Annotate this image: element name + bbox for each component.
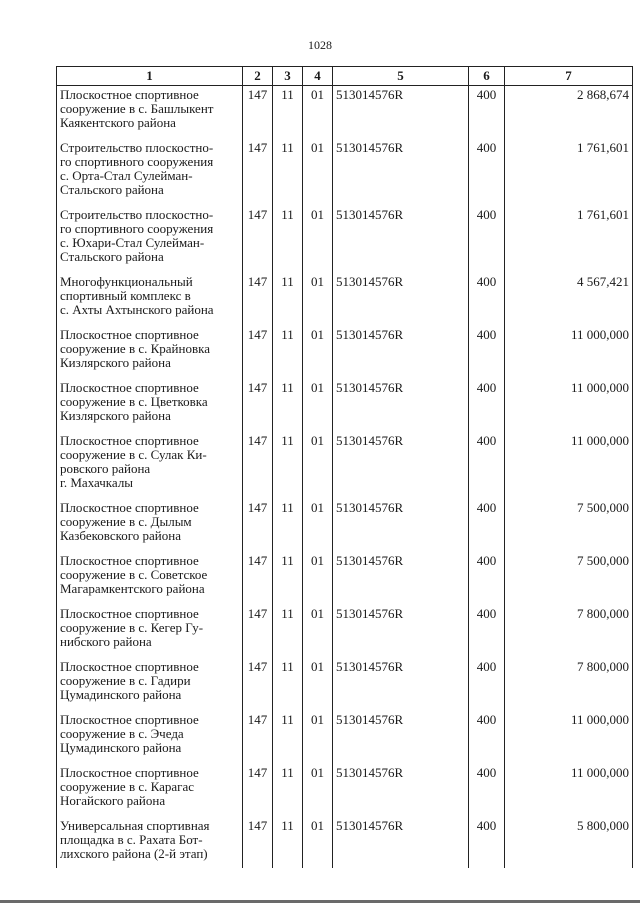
object-name-cell	[57, 711, 243, 764]
expense-type-cell: 400	[469, 86, 505, 140]
object-name-cell	[57, 273, 243, 326]
object-name-line: с. Ахты Ахтынского района	[60, 302, 214, 317]
expense-type-cell: 400	[469, 605, 505, 658]
object-name-line: Плоскостное спортивное	[60, 433, 199, 448]
object-name-line: Плоскостное спортивное	[60, 553, 199, 568]
section-code-cell: 147	[243, 499, 273, 552]
object-name-line: Плоскостное спортивное	[60, 659, 199, 674]
table-row	[57, 273, 633, 326]
object-name-cell	[57, 499, 243, 552]
section-code-cell: 147	[243, 326, 273, 379]
object-name-line: сооружение в с. Эчеда	[60, 726, 184, 741]
section-code-cell: 147	[243, 432, 273, 499]
header-col-4: 4	[303, 67, 333, 86]
amount-cell: 7 800,000	[505, 658, 633, 711]
object-name-line: го спортивного сооружения	[60, 221, 214, 236]
object-name-line: Плоскостное спортивное	[60, 765, 199, 780]
object-name-line: сооружение в с. Карагас	[60, 779, 195, 794]
subgroup-code-cell: 01	[303, 379, 333, 432]
header-row	[57, 67, 633, 86]
table-row	[57, 206, 633, 273]
object-name-line: ровского района	[60, 461, 151, 476]
object-name-line: сооружение в с. Сулак Ки-	[60, 447, 207, 462]
subsection-code-cell: 11	[273, 499, 303, 552]
expense-type-cell: 400	[469, 711, 505, 764]
amount-cell: 11 000,000	[505, 432, 633, 499]
object-name-line: Ногайского района	[60, 793, 166, 808]
object-name-cell	[57, 552, 243, 605]
section-code-cell: 147	[243, 605, 273, 658]
subgroup-code-cell: 01	[303, 658, 333, 711]
subgroup-code-cell: 01	[303, 86, 333, 140]
object-name-line: Плоскостное спортивное	[60, 327, 199, 342]
table-row	[57, 326, 633, 379]
target-article-cell: 513014576R	[333, 86, 469, 140]
expense-type-cell: 400	[469, 326, 505, 379]
section-code-cell: 147	[243, 86, 273, 140]
object-name-line: го спортивного сооружения	[60, 154, 214, 169]
table-row	[57, 86, 633, 140]
object-name-line: спортивный комплекс в	[60, 288, 191, 303]
amount-cell: 11 000,000	[505, 764, 633, 817]
target-article-cell: 513014576R	[333, 764, 469, 817]
object-name-line: Казбековского района	[60, 528, 181, 543]
amount-cell: 11 000,000	[505, 326, 633, 379]
table-row	[57, 499, 633, 552]
object-name-cell	[57, 764, 243, 817]
subgroup-code-cell: 01	[303, 206, 333, 273]
section-code-cell: 147	[243, 552, 273, 605]
object-name-cell	[57, 326, 243, 379]
section-code-cell: 147	[243, 764, 273, 817]
expense-type-cell: 400	[469, 764, 505, 817]
table-row	[57, 552, 633, 605]
object-name-line: Плоскостное спортивное	[60, 87, 199, 102]
amount-cell: 7 500,000	[505, 499, 633, 552]
expense-type-cell: 400	[469, 273, 505, 326]
table-row	[57, 432, 633, 499]
page-number: 1028	[308, 38, 332, 52]
object-name-line: Плоскостное спортивное	[60, 380, 199, 395]
subsection-code-cell: 11	[273, 552, 303, 605]
section-code-cell: 147	[243, 379, 273, 432]
subsection-code-cell: 11	[273, 139, 303, 206]
object-name-cell	[57, 432, 243, 499]
object-name-line: Магарамкентского района	[60, 581, 205, 596]
object-name-line: Строительство плоскостно-	[60, 140, 214, 155]
target-article-cell: 513014576R	[333, 605, 469, 658]
subsection-code-cell: 11	[273, 326, 303, 379]
subgroup-code-cell: 01	[303, 432, 333, 499]
expense-type-cell: 400	[469, 206, 505, 273]
subsection-code-cell: 11	[273, 86, 303, 140]
subgroup-code-cell: 01	[303, 273, 333, 326]
subsection-code-cell: 11	[273, 273, 303, 326]
header-col-1: 1	[57, 67, 243, 86]
object-name-line: Кизлярского района	[60, 355, 171, 370]
object-name-line: Плоскостное спортивное	[60, 712, 199, 727]
subgroup-code-cell: 01	[303, 326, 333, 379]
subsection-code-cell: 11	[273, 206, 303, 273]
subgroup-code-cell: 01	[303, 499, 333, 552]
amount-cell: 7 500,000	[505, 552, 633, 605]
object-name-line: Кизлярского района	[60, 408, 171, 423]
amount-cell: 2 868,674	[505, 86, 633, 140]
expense-type-cell: 400	[469, 499, 505, 552]
target-article-cell: 513014576R	[333, 817, 469, 868]
header-col-3: 3	[273, 67, 303, 86]
subsection-code-cell: 11	[273, 711, 303, 764]
target-article-cell: 513014576R	[333, 273, 469, 326]
expense-type-cell: 400	[469, 658, 505, 711]
object-name-line: сооружение в с. Советское	[60, 567, 208, 582]
object-name-cell	[57, 206, 243, 273]
header-col-7: 7	[505, 67, 633, 86]
object-name-line: Универсальная спортивная	[60, 818, 210, 833]
object-name-line: площадка в с. Рахата Бот-	[60, 832, 203, 847]
table-row	[57, 605, 633, 658]
object-name-line: с. Юхари-Стал Сулейман-	[60, 235, 205, 250]
section-code-cell: 147	[243, 817, 273, 868]
object-name-cell	[57, 379, 243, 432]
target-article-cell: 513014576R	[333, 206, 469, 273]
target-article-cell: 513014576R	[333, 379, 469, 432]
subsection-code-cell: 11	[273, 605, 303, 658]
object-name-line: сооружение в с. Гадири	[60, 673, 191, 688]
subsection-code-cell: 11	[273, 817, 303, 868]
target-article-cell: 513014576R	[333, 499, 469, 552]
subgroup-code-cell: 01	[303, 605, 333, 658]
target-article-cell: 513014576R	[333, 552, 469, 605]
section-code-cell: 147	[243, 658, 273, 711]
object-name-line: г. Махачкалы	[60, 475, 134, 490]
table-row	[57, 658, 633, 711]
amount-cell: 5 800,000	[505, 817, 633, 868]
amount-cell: 4 567,421	[505, 273, 633, 326]
object-name-cell	[57, 605, 243, 658]
subgroup-code-cell: 01	[303, 764, 333, 817]
target-article-cell: 513014576R	[333, 711, 469, 764]
object-name-line: Многофункциональный	[60, 274, 193, 289]
table-row	[57, 764, 633, 817]
expense-type-cell: 400	[469, 432, 505, 499]
subgroup-code-cell: 01	[303, 139, 333, 206]
subgroup-code-cell: 01	[303, 817, 333, 868]
object-name-cell	[57, 658, 243, 711]
header-col-5: 5	[333, 67, 469, 86]
target-article-cell: 513014576R	[333, 326, 469, 379]
header-col-2: 2	[243, 67, 273, 86]
table-body	[57, 86, 633, 869]
expense-type-cell: 400	[469, 817, 505, 868]
object-name-line: Стальского района	[60, 249, 164, 264]
object-name-line: Плоскостное спортивное	[60, 606, 199, 621]
table-row	[57, 711, 633, 764]
object-name-line: лихского района (2-й этап)	[60, 846, 208, 861]
object-name-line: сооружение в с. Башлыкент	[60, 101, 214, 116]
subgroup-code-cell: 01	[303, 711, 333, 764]
header-col-6: 6	[469, 67, 505, 86]
section-code-cell: 147	[243, 139, 273, 206]
amount-cell: 7 800,000	[505, 605, 633, 658]
target-article-cell: 513014576R	[333, 658, 469, 711]
object-name-line: сооружение в с. Дылым	[60, 514, 192, 529]
table-row	[57, 139, 633, 206]
object-name-line: с. Орта-Стал Сулейман-	[60, 168, 193, 183]
subsection-code-cell: 11	[273, 432, 303, 499]
object-name-line: Плоскостное спортивное	[60, 500, 199, 515]
subsection-code-cell: 11	[273, 658, 303, 711]
object-name-line: нибского района	[60, 634, 152, 649]
amount-cell: 1 761,601	[505, 139, 633, 206]
object-name-cell	[57, 817, 243, 868]
expense-type-cell: 400	[469, 552, 505, 605]
amount-cell: 1 761,601	[505, 206, 633, 273]
section-code-cell: 147	[243, 273, 273, 326]
target-article-cell: 513014576R	[333, 432, 469, 499]
object-name-line: сооружение в с. Кегер Гу-	[60, 620, 204, 635]
expense-type-cell: 400	[469, 139, 505, 206]
object-name-line: Каякентского района	[60, 115, 176, 130]
budget-table	[56, 66, 633, 868]
section-code-cell: 147	[243, 711, 273, 764]
subsection-code-cell: 11	[273, 764, 303, 817]
object-name-line: Стальского района	[60, 182, 164, 197]
amount-cell: 11 000,000	[505, 379, 633, 432]
object-name-line: Цумадинского района	[60, 687, 182, 702]
subsection-code-cell: 11	[273, 379, 303, 432]
table-row	[57, 817, 633, 868]
section-code-cell: 147	[243, 206, 273, 273]
object-name-cell	[57, 139, 243, 206]
object-name-line: сооружение в с. Цветковка	[60, 394, 208, 409]
subgroup-code-cell: 01	[303, 552, 333, 605]
object-name-line: Цумадинского района	[60, 740, 182, 755]
object-name-line: сооружение в с. Крайновка	[60, 341, 210, 356]
object-name-line: Строительство плоскостно-	[60, 207, 214, 222]
object-name-cell	[57, 86, 243, 140]
target-article-cell: 513014576R	[333, 139, 469, 206]
expense-type-cell: 400	[469, 379, 505, 432]
scan-edge-line	[0, 900, 640, 903]
table-row	[57, 379, 633, 432]
amount-cell: 11 000,000	[505, 711, 633, 764]
